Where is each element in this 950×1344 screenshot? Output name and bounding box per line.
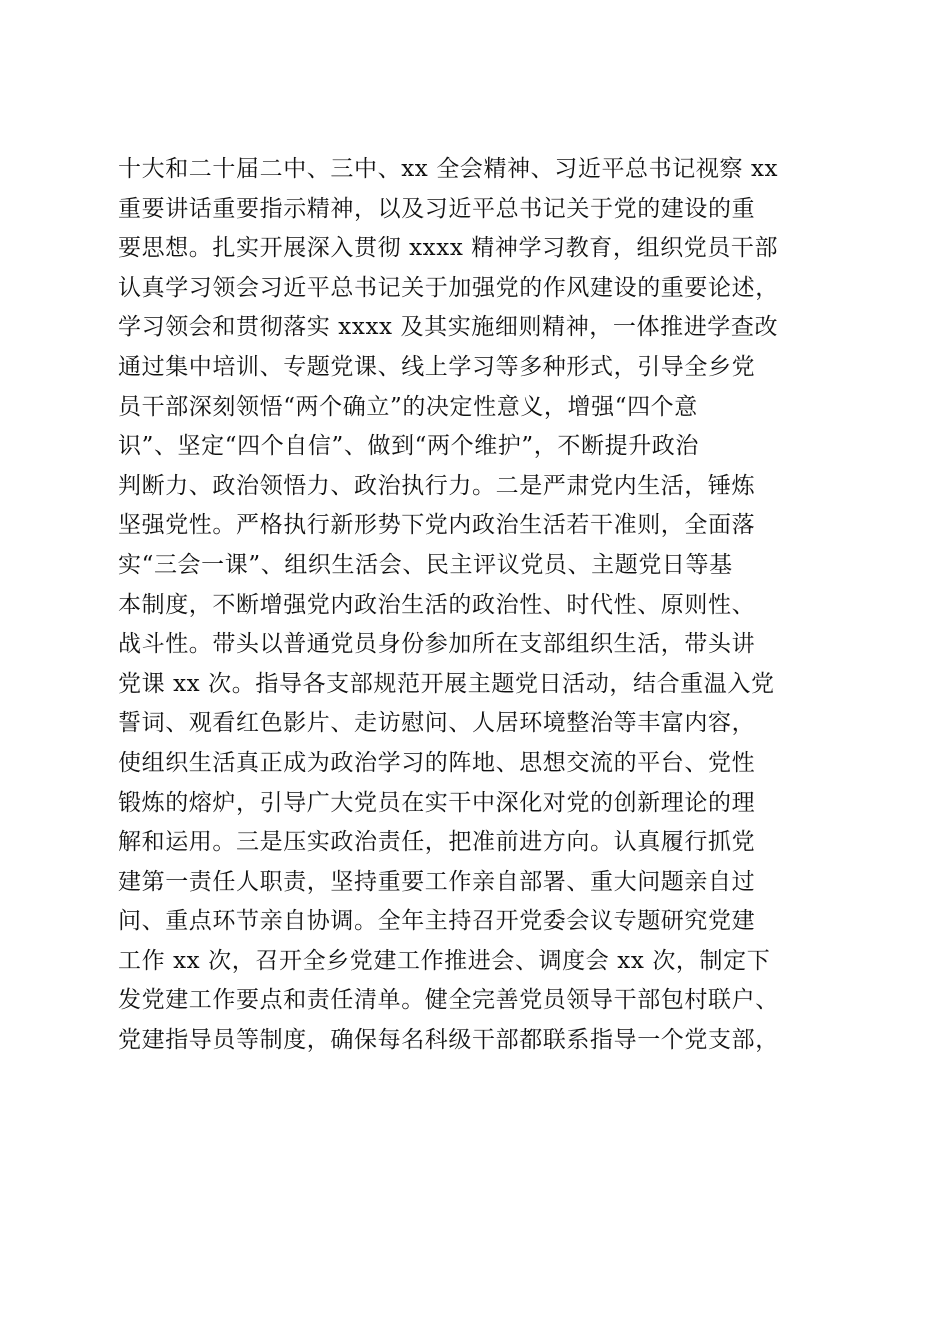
- text-line: 使组织生活真正成为政治学习的阵地、思想交流的平台、党性: [118, 749, 756, 776]
- text-line: 十大和二十届二中、三中、xx 全会精神、习近平总书记视察 xx: [118, 156, 779, 182]
- text-line: 建第一责任人职责，坚持重要工作亲自部署、重大问题亲自过: [118, 868, 756, 895]
- text-line: 认真学习领会习近平总书记关于加强党的作风建设的重要论述，: [118, 274, 779, 301]
- text-line: 发党建工作要点和责任清单。健全完善党员领导干部包村联户、: [118, 987, 779, 1014]
- text-line: 誓词、观看红色影片、走访慰问、人居环境整治等丰富内容，: [118, 710, 756, 737]
- text-line: 重要讲话重要指示精神，以及习近平总书记关于党的建设的重: [118, 195, 756, 222]
- text-line: 工作 xx 次，召开全乡党建工作推进会、调度会 xx 次，制定下: [118, 947, 771, 974]
- text-line: 本制度，不断增强党内政治生活的政治性、时代性、原则性、: [118, 591, 756, 618]
- text-line: 判断力、政治领悟力、政治执行力。二是严肃党内生活，锤炼: [118, 472, 756, 499]
- text-line: 锻炼的熔炉，引导广大党员在实干中深化对党的创新理论的理: [118, 789, 756, 816]
- text-line: 识”、坚定“四个自信”、做到“两个维护”，不断提升政治: [118, 433, 699, 460]
- text-line: 解和运用。三是压实政治责任，把准前进方向。认真履行抓党: [118, 829, 756, 856]
- text-line: 员干部深刻领悟“两个确立”的决定性意义，增强“四个意: [118, 393, 698, 420]
- text-line: 战斗性。带头以普通党员身份参加所在支部组织生活，带头讲: [118, 631, 756, 658]
- text-line: 党建指导员等制度，确保每名科级干部都联系指导一个党支部，: [118, 1027, 779, 1054]
- text-line: 通过集中培训、专题党课、线上学习等多种形式，引导全乡党: [118, 353, 756, 380]
- text-line: 党课 xx 次。指导各支部规范开展主题党日活动，结合重温入党: [118, 670, 775, 697]
- text-line: 问、重点环节亲自协调。全年主持召开党委会议专题研究党建: [118, 908, 756, 935]
- text-line: 学习领会和贯彻落实 xxxx 及其实施细则精神，一体推进学查改: [118, 314, 779, 341]
- text-line: 要思想。扎实开展深入贯彻 xxxx 精神学习教育，组织党员干部: [118, 235, 779, 262]
- body-text: [118, 150, 838, 1061]
- text-line: 实“三会一课”、组织生活会、民主评议党员、主题党日等基: [118, 551, 733, 578]
- text-line: 坚强党性。严格执行新形势下党内政治生活若干准则，全面落: [118, 512, 756, 539]
